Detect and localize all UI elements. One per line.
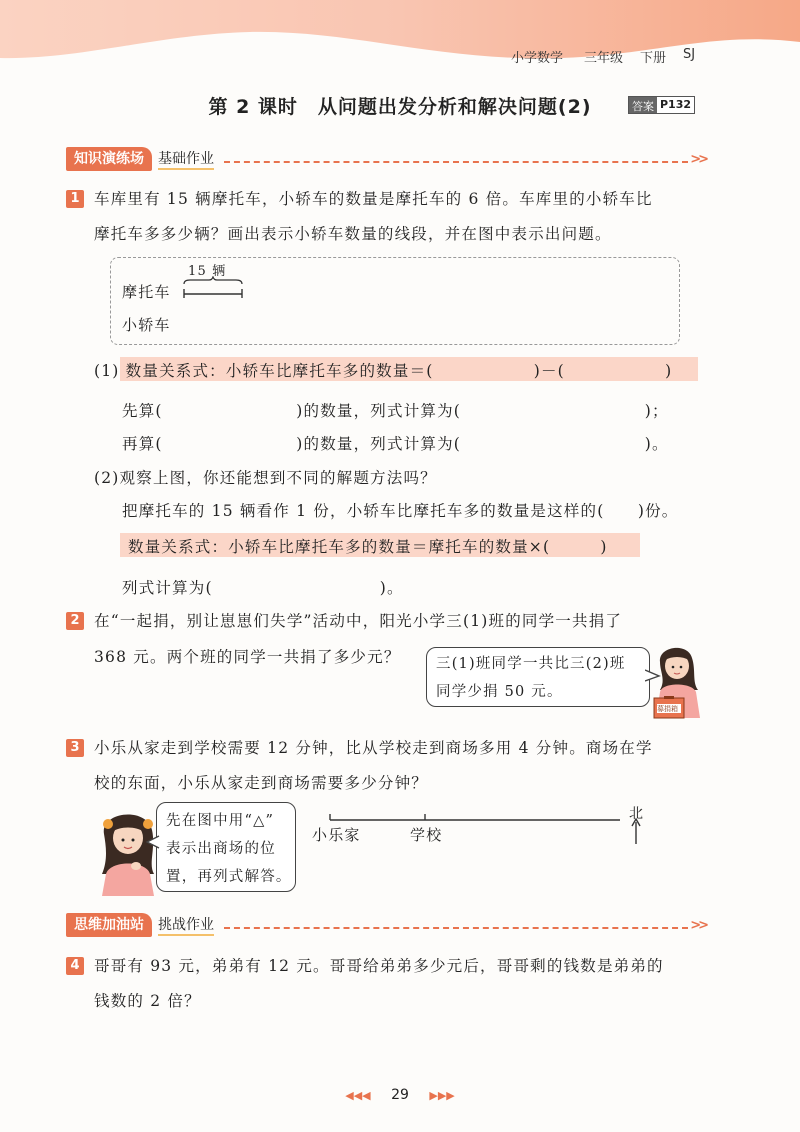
donation-box-label: 募捐箱 <box>657 705 678 713</box>
car-label: 小轿车 <box>122 316 171 334</box>
q3-text-line2: 校的东面，小乐从家走到商场需要多少分钟？ <box>94 774 429 792</box>
q1-part1-first-step: 先算( )的数量，列式计算为( )； <box>122 402 669 420</box>
volume-label: 下册 <box>640 51 667 66</box>
q2-text-line2: 368 元。两个班的同学一共捐了多少元？ <box>94 648 401 666</box>
prev-arrows-icon: ◀◀◀ <box>345 1089 371 1102</box>
next-arrows-icon: ▶▶▶ <box>429 1089 455 1102</box>
page-number: 29 <box>391 1087 409 1103</box>
q3-bubble-line2: 表示出商场的位 <box>166 841 276 857</box>
girl-thinking-illustration <box>96 804 162 896</box>
double-chevron-icon: >> <box>690 917 706 933</box>
q1-part2-question: (2)观察上图，你还能想到不同的解题方法吗？ <box>94 469 437 487</box>
section-subtitle: 基础作业 <box>158 148 214 170</box>
route-line-diagram[interactable] <box>320 800 660 850</box>
grade-label: 三年级 <box>584 51 624 66</box>
header-band <box>0 0 800 90</box>
q2-text-line1: 在“一起捐，别让崽崽们失学”活动中，阳光小学三(1)班的同学一共捐了 <box>94 612 623 630</box>
answer-page: P132 <box>657 97 694 113</box>
q4-text-line2: 钱数的 2 倍？ <box>94 992 201 1010</box>
section-challenge-header <box>66 912 706 938</box>
answer-label: 答案 <box>629 97 657 113</box>
school-label: 学校 <box>410 826 443 844</box>
lesson-title: 第 2 课时 从问题出发分析和解决问题(2) <box>208 96 592 118</box>
section-divider <box>224 161 688 163</box>
q1-part1-relation: (1) 数量关系式：小轿车比摩托车多的数量＝( )－( ) <box>94 362 673 380</box>
q1-text-line1: 车库里有 15 辆摩托车，小轿车的数量是摩托车的 6 倍。车库里的小轿车比 <box>94 190 653 208</box>
q2-bubble-line1: 三(1)班同学一共比三(2)班 <box>436 656 626 672</box>
q3-bubble-line3: 置，再列式解答。 <box>166 869 292 885</box>
question-number: 1 <box>66 190 84 208</box>
bubble-tail <box>146 834 160 850</box>
question-number: 4 <box>66 957 84 975</box>
page-footer <box>0 1087 800 1103</box>
subject-label: 小学数学 <box>511 51 564 66</box>
edition-label: SJ <box>683 47 696 62</box>
home-label: 小乐家 <box>312 826 361 844</box>
double-chevron-icon: >> <box>690 151 706 167</box>
q1-part2-text: 把摩托车的 15 辆看作 1 份，小轿车比摩托车多的数量是这样的( )份。 <box>122 502 679 520</box>
q3-text-line1: 小乐从家走到学校需要 12 分钟，比从学校走到商场多用 4 分钟。商场在学 <box>94 739 653 757</box>
north-label: 北 <box>629 806 645 822</box>
q1-part1-second-step: 再算( )的数量，列式计算为( )。 <box>122 435 669 453</box>
section-subtitle: 挑战作业 <box>158 914 214 936</box>
question-number: 2 <box>66 612 84 630</box>
q3-bubble-line1: 先在图中用“△” <box>166 813 275 829</box>
q1-text-line2: 摩托车多多少辆？画出表示小轿车数量的线段，并在图中表示出问题。 <box>94 225 612 243</box>
answer-page-tag[interactable] <box>628 96 695 114</box>
section-badge: 思维加油站 <box>66 913 152 937</box>
q2-bubble-line2: 同学少捐 50 元。 <box>436 684 563 700</box>
q1-part2-calc: 列式计算为( )。 <box>122 579 404 597</box>
section-divider <box>224 927 688 929</box>
motorbike-label: 摩托车 <box>122 283 171 301</box>
motorbike-segment <box>180 276 250 300</box>
q4-text-line1: 哥哥有 93 元，弟弟有 12 元。哥哥给弟弟多少元后，哥哥剩的钱数是弟弟的 <box>94 957 664 975</box>
section-basic-header <box>66 146 706 172</box>
section-badge: 知识演练场 <box>66 147 152 171</box>
q1-part2-relation: 数量关系式：小轿车比摩托车多的数量＝摩托车的数量×( ) <box>128 538 608 556</box>
question-number: 3 <box>66 739 84 757</box>
segment-label: 15 辆 <box>188 264 227 279</box>
